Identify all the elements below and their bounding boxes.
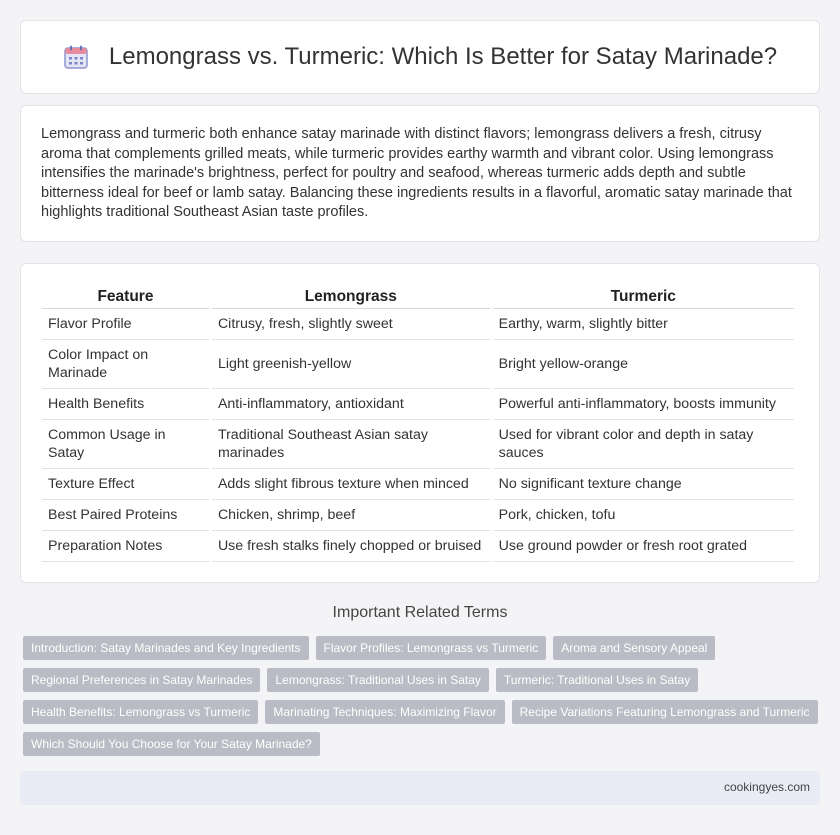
lemongrass-cell: Citrusy, fresh, slightly sweet <box>212 309 490 340</box>
intro-paragraph: Lemongrass and turmeric both enhance satay marinade with distinct flavors; lemongrass delivers a fresh, citrusy aroma that complements grilled meats, while turmeric provides earthy warmth and vibrant color. Using lemongrass intensifies the marinade's brightness, perfect for poultry and seafood, whereas turmeric adds depth and subtle bitterness ideal for beef or lamb satay. Balancing these ingredients results in a flavorful, aromatic satay marinade that highlights traditional Southeast Asian taste profiles. <box>41 126 792 220</box>
related-term-tag[interactable]: Flavor Profiles: Lemongrass vs Turmeric <box>316 636 547 660</box>
page-title: Lemongrass vs. Turmeric: Which Is Better for Satay Marinade? <box>108 43 778 70</box>
column-header: Turmeric <box>493 285 794 309</box>
calendar-icon <box>63 44 89 70</box>
feature-cell: Texture Effect <box>42 469 209 500</box>
related-term-tag[interactable]: Recipe Variations Featuring Lemongrass and Turmeric <box>512 700 818 724</box>
turmeric-cell: Pork, chicken, tofu <box>493 500 794 531</box>
table-row <box>42 340 794 389</box>
tag-row <box>23 636 823 660</box>
related-term-tag[interactable]: Lemongrass: Traditional Uses in Satay <box>267 668 488 692</box>
related-terms-title: Important Related Terms <box>332 604 508 621</box>
tag-row <box>23 732 823 756</box>
title-card <box>20 20 820 94</box>
tag-row <box>23 668 823 692</box>
table-row <box>42 389 794 420</box>
turmeric-cell: Use ground powder or fresh root grated <box>493 531 794 562</box>
turmeric-cell: Powerful anti-inflammatory, boosts immunity <box>493 389 794 420</box>
lemongrass-cell: Use fresh stalks finely chopped or bruised <box>212 531 490 562</box>
lemongrass-cell: Traditional Southeast Asian satay marinades <box>212 420 490 469</box>
related-term-tag[interactable]: Which Should You Choose for Your Satay Marinade? <box>23 732 320 756</box>
lemongrass-cell: Adds slight fibrous texture when minced <box>212 469 490 500</box>
table-row <box>42 531 794 562</box>
column-header: Lemongrass <box>212 285 490 309</box>
table-header-row <box>42 285 794 309</box>
table-row <box>42 469 794 500</box>
tag-row <box>23 700 823 724</box>
lemongrass-cell: Light greenish-yellow <box>212 340 490 389</box>
related-terms-list <box>23 636 823 764</box>
related-term-tag[interactable]: Health Benefits: Lemongrass vs Turmeric <box>23 700 258 724</box>
turmeric-cell: Bright yellow-orange <box>493 340 794 389</box>
related-term-tag[interactable]: Marinating Techniques: Maximizing Flavor <box>265 700 504 724</box>
turmeric-cell: No significant texture change <box>493 469 794 500</box>
feature-cell: Common Usage in Satay <box>42 420 209 469</box>
turmeric-cell: Used for vibrant color and depth in satay sauces <box>493 420 794 469</box>
footer <box>20 771 820 805</box>
site-name[interactable]: cookingyes.com <box>723 780 810 794</box>
feature-cell: Color Impact on Marinade <box>42 340 209 389</box>
feature-cell: Health Benefits <box>42 389 209 420</box>
intro-card <box>20 105 820 242</box>
feature-cell: Flavor Profile <box>42 309 209 340</box>
table-row <box>42 309 794 340</box>
related-term-tag[interactable]: Turmeric: Traditional Uses in Satay <box>496 668 698 692</box>
lemongrass-cell: Anti-inflammatory, antioxidant <box>212 389 490 420</box>
related-term-tag[interactable]: Aroma and Sensory Appeal <box>553 636 715 660</box>
related-term-tag[interactable]: Regional Preferences in Satay Marinades <box>23 668 260 692</box>
table-row <box>42 500 794 531</box>
lemongrass-cell: Chicken, shrimp, beef <box>212 500 490 531</box>
turmeric-cell: Earthy, warm, slightly bitter <box>493 309 794 340</box>
feature-cell: Best Paired Proteins <box>42 500 209 531</box>
column-header: Feature <box>42 285 209 309</box>
comparison-card <box>20 263 820 583</box>
comparison-table <box>39 285 797 562</box>
related-term-tag[interactable]: Introduction: Satay Marinades and Key Ingredients <box>23 636 309 660</box>
feature-cell: Preparation Notes <box>42 531 209 562</box>
table-row <box>42 420 794 469</box>
